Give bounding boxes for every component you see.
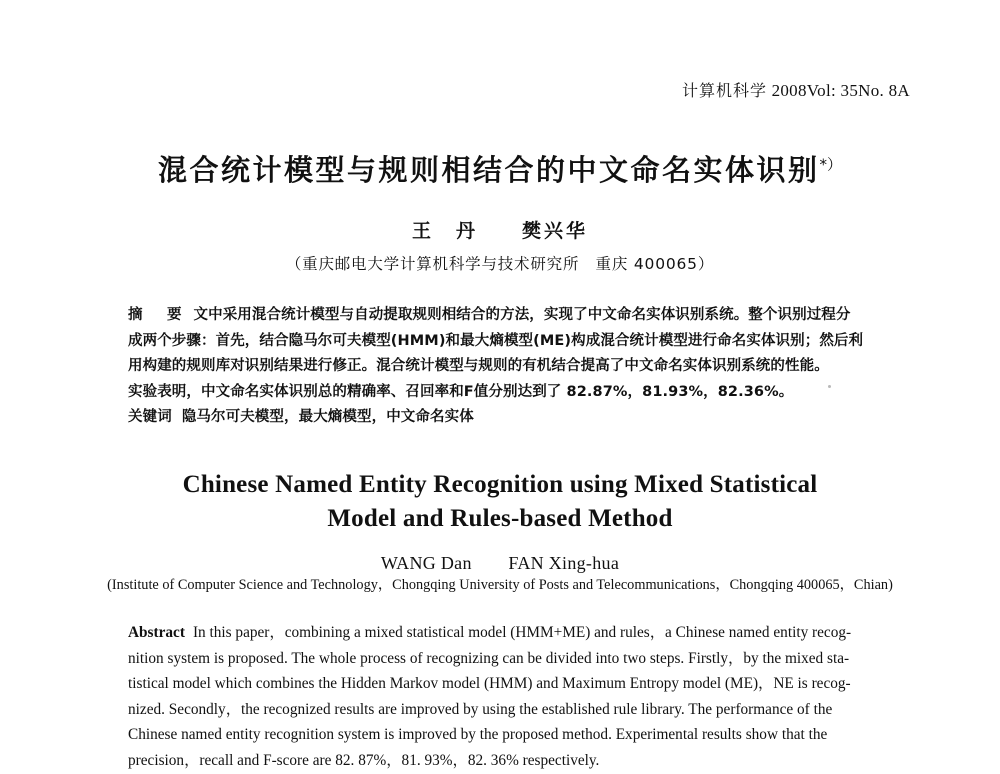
chinese-affiliation: （重庆邮电大学计算机科学与技术研究所 重庆 400065） — [285, 255, 715, 273]
chinese-abstract-label: 摘 要 — [128, 307, 187, 323]
journal-name: 计算机科学 — [681, 81, 767, 100]
english-abstract — [128, 620, 884, 774]
english-abstract-line-6: precision，recall and F-score are 82. 87%，81. 93%，82. 36% respectively. — [128, 751, 600, 769]
english-authors: WANG Dan FAN Xing-hua — [380, 553, 620, 573]
english-title-line-2: Model and Rules-based Method — [327, 505, 673, 532]
chinese-keywords-text: 隐马尔可夫模型，最大熵模型，中文命名实体 — [181, 409, 474, 425]
chinese-abstract-text-1: 文中采用混合统计模型与自动提取规则相结合的方法，实现了中文命名实体识别系统。整个识别过程分 — [193, 307, 851, 323]
english-abstract-line-5: Chinese named entity recognition system is improved by the proposed method. Experimental results show that the — [128, 726, 828, 744]
volume-issue: 2008Vol: 35No. 8A — [771, 81, 910, 100]
chinese-authors: 王 丹 樊兴华 — [411, 220, 588, 242]
chinese-keywords — [128, 405, 884, 426]
english-abstract-text-1: In this paper，combining a mixed statistical model (HMM+ME) and rules，a Chinese named entity recog- — [192, 624, 852, 641]
english-title — [0, 468, 1000, 536]
chinese-keywords-label: 关键词 — [128, 409, 172, 425]
scan-speck — [828, 385, 831, 388]
chinese-abstract-line-1 — [128, 303, 884, 329]
english-affiliation: (Institute of Computer Science and Technology，Chongqing University of Posts and Telecommunications，Chongqing 400065，Chian) — [107, 577, 893, 593]
english-title-line-1: Chinese Named Entity Recognition using Mixed Statistical — [182, 471, 818, 498]
chinese-title-text: 混合统计模型与规则相结合的中文命名实体识别 — [157, 153, 820, 187]
english-abstract-line-4: nized. Secondly，the recognized results are improved by using the established rule library. The performance of the — [128, 700, 833, 718]
chinese-abstract-line-3: 用构建的规则库对识别结果进行修正。混合统计模型与规则的有机结合提高了中文命名实体识别系统的性能。 — [128, 358, 829, 374]
english-abstract-line-3: tistical model which combines the Hidden Markov model (HMM) and Maximum Entropy model (ME)，NE is recog- — [128, 675, 851, 693]
chinese-abstract-line-4: 实验表明，中文命名实体识别总的精确率、召回率和F值分别达到了 82.87%，81.93%，82.36%。 — [128, 383, 794, 400]
english-abstract-line-2: nition system is proposed. The whole process of recognizing can be divided into two steps. Firstly，by the mixed sta- — [128, 649, 850, 667]
chinese-title — [0, 148, 1000, 189]
chinese-abstract — [128, 303, 884, 405]
english-abstract-label: Abstract — [128, 624, 185, 641]
english-abstract-line-1 — [128, 620, 884, 646]
chinese-abstract-line-2: 成两个步骤：首先，结合隐马尔可夫模型(HMM)和最大熵模型(ME)构成混合统计模型进行命名实体识别；然后利 — [128, 332, 864, 349]
running-head — [682, 78, 910, 101]
title-footnote-marker: *） — [819, 155, 843, 174]
